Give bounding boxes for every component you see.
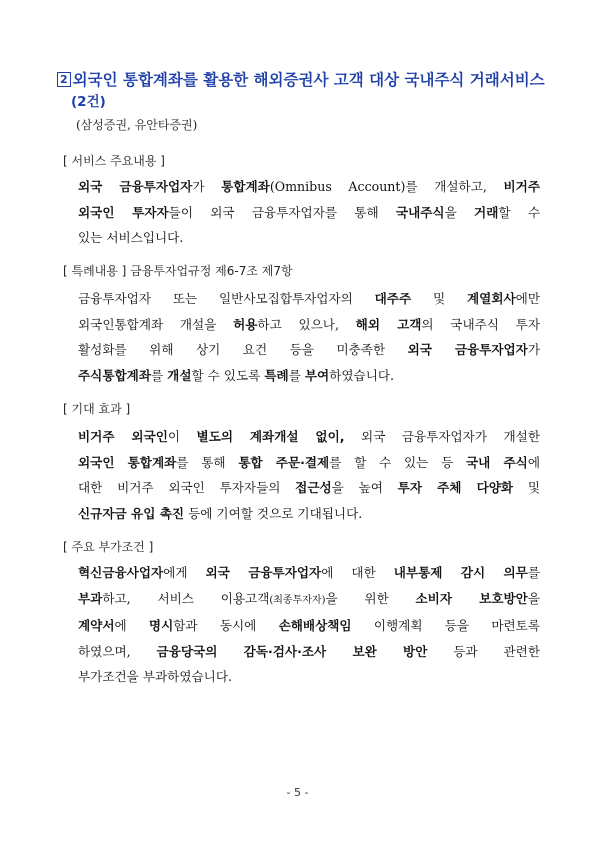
body-text: 및 [411,291,467,306]
emphasis-text: 부과 [78,590,103,606]
emphasis-text: 외국인 통합계좌 [78,454,177,470]
body-text: 금융투자업자 또는 일반사모집합투자업자의 [78,291,375,306]
emphasis-text: 혁신금융사업자 [78,565,164,580]
emphasis-text: 통합 주문·결제 [238,454,330,470]
paragraph-line [78,174,540,200]
body-text: 를 [288,367,305,383]
body-text: 을 [527,590,540,606]
body-text: 의 국내주식 투자 [421,316,540,332]
paragraph-line [78,639,540,665]
emphasis-text: 대주주 [374,291,412,306]
emphasis-text: 외국 금융투자업자 [78,179,193,194]
paragraph-line [78,337,540,363]
emphasis-text: 외국 금융투자업자 [205,565,322,580]
emphasis-text: 소비자 보호방안 [415,590,528,606]
heading-service: [ 서비스 주요내용 ] [63,154,165,168]
para-effect [78,424,540,526]
emphasis-text: 개설 [167,367,192,383]
body-text: (Omnibus Account)를 개설하고, [269,179,504,194]
paragraph-line [78,424,540,450]
emphasis-text: 투자 주체 다양화 [397,480,514,495]
heading-conditions: [ 주요 부가조건 ] [63,540,154,554]
title-count: (2건) [71,94,106,110]
emphasis-text: 특례 [264,367,289,383]
body-text: 부가조건을 부과하였습니다. [78,669,232,684]
emphasis-text: 해외 고객 [355,316,422,332]
body-text: 이 [167,429,197,444]
paragraph-line [78,664,540,690]
emphasis-text: 계약서 [78,618,115,633]
paragraph-line [78,200,540,226]
page-number: - 5 - [286,786,309,799]
body-text: 할 수 [498,204,540,220]
para-service [78,174,540,251]
body-text: 를 [527,565,540,580]
body-text: 를 [151,367,168,383]
paragraph-line [78,363,540,389]
body-text: 를 통해 [176,454,239,470]
body-text: 이행계획 등을 마련토록 [351,618,540,633]
body-text: 에게 [163,565,206,580]
emphasis-text: 외국인 투자자 [78,204,169,220]
body-text: 활성화를 위해 상기 요건 등을 미충족한 [78,342,408,357]
emphasis-text: 국내주식 [395,204,445,220]
body-text: 함과 동시에 [173,618,279,633]
body-text: 하였습니다. [329,367,395,383]
para-conditions [78,560,540,690]
body-text: 에 [114,618,149,633]
body-text: 가 [192,179,222,194]
paragraph-line [78,501,540,527]
paragraph-line [78,586,540,614]
heading-exception: [ 특례내용 ] 금융투자업규정 제6-7조 제7항 [63,264,293,278]
body-text: 하고 있으나, [257,316,356,332]
paragraph-line [78,560,540,586]
emphasis-text: 통합계좌 [221,179,270,194]
companies-subtitle: (삼성증권, 유안타증권) [76,118,198,132]
title-line-1 [57,68,547,92]
section-title [57,68,547,112]
emphasis-text: 부여 [304,367,330,383]
body-text: 에 대한 [321,565,394,580]
emphasis-text: 외국 금융투자업자 [407,342,528,357]
emphasis-text: 국내 주식 [466,454,528,470]
body-text: 외국인통합계좌 개설을 [78,316,234,332]
emphasis-text: 비거주 외국인 [78,429,168,444]
emphasis-text: 접근성 [295,480,332,495]
body-text: 에만 [515,291,540,306]
title-text: 외국인 통합계좌를 활용한 해외증권사 고객 대상 국내주식 거래서비스 [72,71,545,89]
body-text: 에 [527,454,540,470]
emphasis-text: 손해배상책임 [278,618,352,633]
paragraph-line [78,312,540,338]
body-text: 대한 비거주 외국인 투자자들의 [78,480,296,495]
body-text: 을 위한 [325,590,416,606]
body-text: 가 [527,342,540,357]
body-text: 및 [513,480,540,495]
emphasis-text: 주식통합계좌 [78,367,151,383]
body-text: 하였으며, [78,643,157,659]
body-text: 등에 기여할 것으로 기대됩니다. [184,505,363,521]
emphasis-text: 신규자금 유입 촉진 [78,505,185,521]
heading-effect: [ 기대 효과 ] [63,402,131,416]
body-text: 외국 금융투자업자가 개설한 [344,429,540,444]
title-number-box: 2 [57,72,71,87]
body-text: 들이 외국 금융투자업자를 통해 [168,204,396,220]
paragraph-line [78,613,540,639]
para-exception [78,286,540,388]
emphasis-text: 내부통제 감시 의무 [393,565,528,580]
paragraph-line [78,286,540,312]
emphasis-text: 금융당국의 감독·검사·조사 보완 방안 [156,643,428,659]
body-text: 하고, 서비스 이용고객 [102,590,270,606]
body-text: 을 [444,204,475,220]
emphasis-text: 거래 [474,204,499,220]
body-text: 등과 관련한 [427,643,540,659]
body-text: 있는 서비스입니다. [78,230,184,245]
paragraph-line [78,475,540,501]
emphasis-text: 명시 [148,618,174,633]
body-text: 를 할 수 있는 등 [329,454,467,470]
body-text: (최종투자자) [269,594,326,606]
paragraph-line [78,225,540,251]
emphasis-text: 허용 [233,316,258,332]
emphasis-text: 계열회사 [466,291,516,306]
body-text: 할 수 있도록 [191,367,265,383]
body-text: 을 높여 [331,480,398,495]
emphasis-text: 별도의 계좌개설 없이, [196,429,345,444]
paragraph-line [78,450,540,476]
emphasis-text: 비거주 [503,179,540,194]
